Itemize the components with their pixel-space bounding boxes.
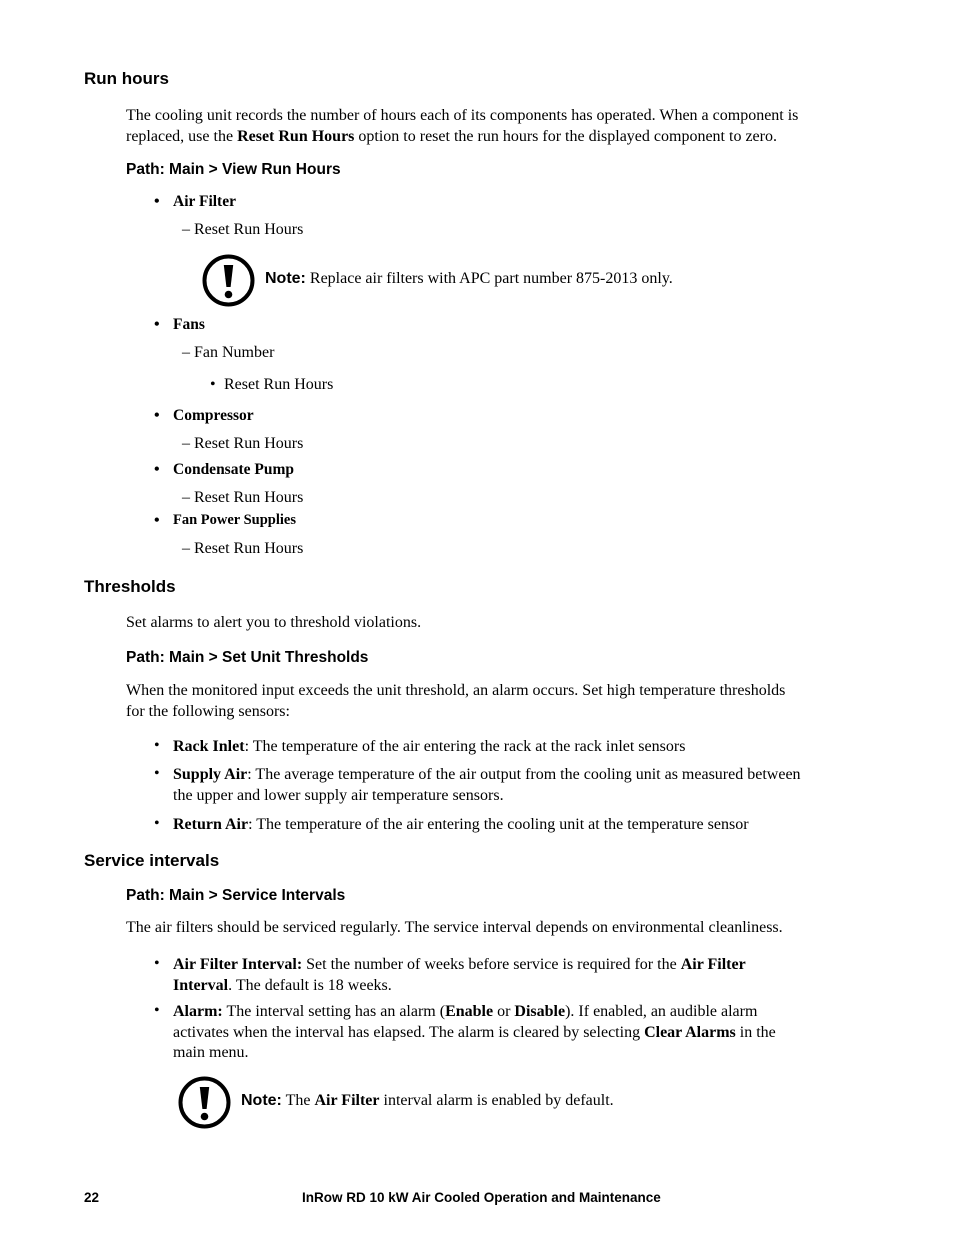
section-heading-thresholds: Thresholds xyxy=(84,577,176,596)
item-line xyxy=(173,765,801,786)
bullet: • xyxy=(154,512,160,529)
para-line: When the monitored input exceeds the unit threshold, an alarm occurs. Set high temperature thresholds xyxy=(126,682,786,699)
section-heading-run-hours: Run hours xyxy=(84,69,169,88)
bullet: • xyxy=(154,737,160,754)
note-air-filters xyxy=(265,270,673,288)
note-text: The xyxy=(281,1092,315,1109)
bullet: • xyxy=(154,815,160,832)
text: : The average temperature of the air output from the cooling unit as measured between xyxy=(247,766,801,783)
list-item-fan-power-supplies: Fan Power Supplies xyxy=(173,512,297,528)
text: in the xyxy=(735,1023,776,1041)
bold-term: Air Filter xyxy=(314,1092,380,1109)
item-line xyxy=(173,955,746,976)
sub-sub-item: Reset Run Hours xyxy=(224,376,334,393)
note-air-filter-alarm xyxy=(241,1092,614,1110)
text: option to reset the run hours for the displayed component to zero. xyxy=(354,127,777,145)
list-item-air-filter: Air Filter xyxy=(173,193,236,210)
thresholds-intro: Set alarms to alert you to threshold violations. xyxy=(126,614,422,631)
sub-item: – Reset Run Hours xyxy=(182,489,304,506)
document-title: InRow RD 10 kW Air Cooled Operation and Maintenance xyxy=(302,1190,661,1205)
list-item-compressor: Compressor xyxy=(173,407,254,424)
para-line: for the following sensors: xyxy=(126,702,290,720)
text: . The default is 18 weeks. xyxy=(228,976,392,994)
note-text: interval alarm is enabled by default. xyxy=(379,1092,614,1109)
text: : The temperature of the air entering the rack at the rack inlet sensors xyxy=(244,738,686,755)
bold-term: Clear Alarms xyxy=(644,1023,736,1041)
bold-term: Reset Run Hours xyxy=(237,127,355,145)
page-number: 22 xyxy=(84,1190,100,1205)
item-line xyxy=(173,1002,776,1023)
bold-term: Disable xyxy=(514,1003,566,1020)
list-item-alarm xyxy=(173,1002,776,1064)
bold-term: Alarm: xyxy=(173,1003,223,1020)
text: activates when the interval has elapsed. The alarm is cleared by selecting xyxy=(173,1023,645,1041)
text: or xyxy=(493,1003,515,1020)
item-line xyxy=(173,976,746,997)
item-line xyxy=(173,1023,776,1044)
list-item-air-filter-interval xyxy=(173,955,746,996)
note-label: Note: xyxy=(265,270,306,287)
run-hours-paragraph xyxy=(126,106,798,147)
sub-item: – Reset Run Hours xyxy=(182,221,304,238)
text: Set the number of weeks before service is required for the xyxy=(302,956,681,973)
path-service-intervals: Path: Main > Service Intervals xyxy=(126,887,346,904)
list-item-return-air xyxy=(173,815,749,836)
bullet: • xyxy=(154,955,160,972)
bullet: • xyxy=(154,461,160,478)
item-line: the upper and lower supply air temperature sensors. xyxy=(173,786,504,804)
list-item-rack-inlet xyxy=(173,737,685,758)
exclamation-circle-icon xyxy=(202,254,255,307)
bullet: • xyxy=(154,1002,160,1019)
bold-term: Supply Air xyxy=(173,766,248,783)
item-line: main menu. xyxy=(173,1044,249,1061)
text: ). If enabled, an audible alarm xyxy=(565,1003,758,1020)
sub-item: – Reset Run Hours xyxy=(182,540,304,557)
list-item-fans: Fans xyxy=(173,316,205,333)
thresholds-paragraph xyxy=(126,681,785,722)
para-line: The cooling unit records the number of hours each of its components has operated. When a component is xyxy=(126,107,799,124)
path-set-unit-thresholds: Path: Main > Set Unit Thresholds xyxy=(126,649,369,666)
sub-item: – Reset Run Hours xyxy=(182,435,304,452)
text: The interval setting has an alarm ( xyxy=(222,1003,446,1020)
list-item-supply-air xyxy=(173,765,801,806)
bullet: • xyxy=(154,193,160,210)
exclamation-circle-icon xyxy=(178,1076,231,1129)
bold-term: Enable xyxy=(445,1003,494,1020)
note-text: Replace air filters with APC part number 875-2013 only. xyxy=(305,270,673,287)
bold-term: Rack Inlet xyxy=(173,738,245,755)
section-heading-service-intervals: Service intervals xyxy=(84,851,220,870)
note-label: Note: xyxy=(241,1092,282,1109)
para-line xyxy=(126,127,798,148)
text: : The temperature of the air entering the cooling unit at the temperature sensor xyxy=(248,816,749,833)
bullet: • xyxy=(210,376,216,393)
bold-term: Air Filter xyxy=(680,956,746,973)
bullet: • xyxy=(154,765,160,782)
bold-term: Interval xyxy=(173,976,229,994)
bullet: • xyxy=(154,316,160,333)
sub-item: – Fan Number xyxy=(182,344,275,361)
text: replaced, use the xyxy=(126,127,238,145)
service-intro: The air filters should be serviced regularly. The service interval depends on environmental cleanliness. xyxy=(126,919,783,936)
path-view-run-hours: Path: Main > View Run Hours xyxy=(126,161,341,178)
bold-term: Return Air xyxy=(173,816,249,833)
bullet: • xyxy=(154,407,160,424)
bold-term: Air Filter Interval: xyxy=(173,956,303,973)
list-item-condensate-pump: Condensate Pump xyxy=(173,461,295,478)
